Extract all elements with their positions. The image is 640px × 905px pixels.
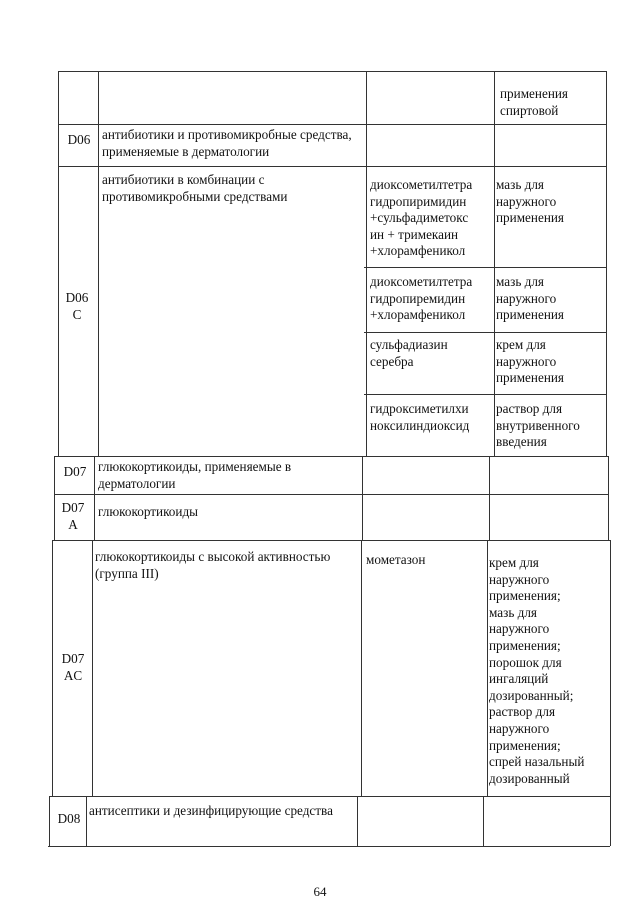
row2-code: D06 C [65,290,89,322]
row5-form: крем для наружного применения; мазь для наружного применения; порошок для ингаляций дозированный; раствор для наружного применения; спрей назальный дозированный [489,555,585,786]
row2-form-1: мазь для наружного применения [496,177,564,226]
row1-name: антибиотики и противомикробные средства, применяемые в дерматологии [102,127,352,159]
row3-code: D07 [63,464,87,479]
row2-drug-2: диоксометилтетра гидропиремидин +хлорамфеникол [370,274,473,323]
row2-form-3: крем для наружного применения [496,337,564,386]
row2-drug-1: диоксометилтетра гидропиримидин +сульфадиметокс ин + тримекаин +хлорамфеникол [370,177,473,259]
row3-name: глюкокортикоиды, применяемые в дерматологии [98,459,292,491]
row2-drug-3: сульфадиазин серебра [370,337,448,369]
row2-name: антибиотики в комбинации с противомикробными средствами [102,172,288,204]
row5-name: глюкокортикоиды с высокой активностью (группа III) [95,549,331,581]
page-number: 64 [313,884,327,899]
row2-form-2: мазь для наружного применения [496,274,564,323]
row4-code: D07 A [61,500,85,532]
row6-name: антисептики и дезинфицирующие средства [89,803,333,818]
row5-drug: мометазон [366,552,426,567]
row2-drug-4: гидроксиметилхи ноксилиндиоксид [370,401,470,433]
row1-code: D06 [67,132,91,147]
row2-form-4: раствор для внутривенного введения [496,401,580,450]
row0-form: применения спиртовой [500,86,568,118]
row6-code: D08 [57,811,81,826]
row5-code: D07 AC [61,651,85,683]
row4-name: глюкокортикоиды [98,504,199,519]
